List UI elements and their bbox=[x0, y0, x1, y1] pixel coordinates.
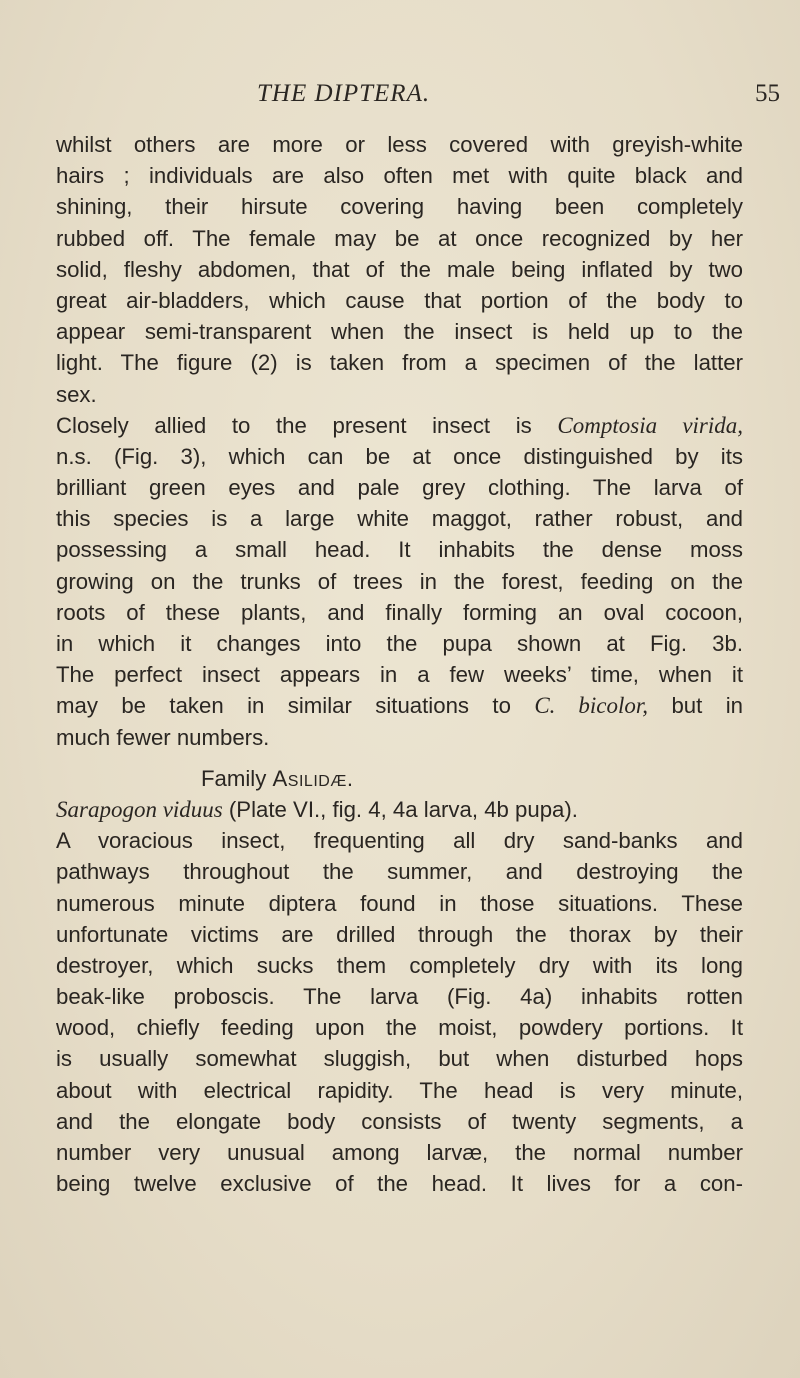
text-span: but in bbox=[648, 693, 743, 719]
text-line: about with electrical rapidity. The head is very minute, bbox=[56, 1077, 743, 1103]
text-line: sex. bbox=[56, 381, 97, 407]
text-line bbox=[56, 690, 743, 721]
species-name: Comptosia virida, bbox=[557, 412, 744, 438]
text-span: Closely allied to the present insect is bbox=[56, 412, 558, 438]
text-line: destroyer, which sucks them completely dry with its long bbox=[56, 952, 743, 978]
text-line: number very unusual among larvæ, the normal number bbox=[56, 1140, 743, 1165]
page-number: 55 bbox=[755, 80, 780, 107]
text-line: pathways throughout the summer, and destroying the bbox=[56, 859, 743, 885]
family-name: Asilidæ. bbox=[272, 765, 354, 791]
text-line: The perfect insect appears in a few weeks’ time, when it bbox=[56, 662, 743, 688]
text-line: appear semi-transparent when the insect is held up to the bbox=[56, 319, 743, 345]
species-name: Sarapogon viduus bbox=[56, 796, 223, 822]
text-line: growing on the trunks of trees in the forest, feeding on the bbox=[56, 568, 743, 594]
text-line: A voracious insect, frequenting all dry sand-banks and bbox=[56, 828, 743, 854]
text-line: n.s. (Fig. 3), which can be at once distinguished by its bbox=[56, 443, 743, 469]
text-line: numerous minute diptera found in those situations. These bbox=[56, 890, 743, 916]
text-line: shining, their hirsute covering having been completely bbox=[56, 194, 743, 220]
spacer bbox=[56, 753, 743, 763]
text-line: hairs ; individuals are also often met with quite black and bbox=[56, 163, 743, 189]
text-line: possessing a small head. It inhabits the dense moss bbox=[56, 537, 743, 563]
running-title: THE DIPTERA. bbox=[257, 80, 431, 107]
text-line: is usually somewhat sluggish, but when disturbed hops bbox=[56, 1046, 743, 1072]
text-line: this species is a large white maggot, rather robust, and bbox=[56, 506, 743, 532]
species-entry bbox=[56, 794, 743, 825]
species-detail: (Plate VI., fig. 4, 4a larva, 4b pupa). bbox=[222, 796, 578, 822]
text-line: rubbed off. The female may be at once recognized by her bbox=[56, 225, 743, 251]
text-line: being twelve exclusive of the head. It lives for a con- bbox=[56, 1171, 743, 1197]
species-name: C. bicolor, bbox=[534, 693, 649, 719]
text-line: solid, fleshy abdomen, that of the male being inflated by two bbox=[56, 256, 743, 282]
text-line: light. The figure (2) is taken from a specimen of the latter bbox=[56, 350, 743, 376]
text-line: unfortunate victims are drilled through the thorax by their bbox=[56, 921, 743, 947]
text-line: beak-like proboscis. The larva (Fig. 4a) inhabits rotten bbox=[56, 984, 743, 1010]
text-line: much fewer numbers. bbox=[56, 724, 270, 750]
text-line bbox=[56, 410, 743, 441]
text-line: wood, chiefly feeding upon the moist, powdery portions. It bbox=[56, 1015, 743, 1041]
text-line: brilliant green eyes and pale grey clothing. The larva of bbox=[56, 475, 743, 501]
family-label: Family bbox=[201, 765, 273, 791]
text-line: and the elongate body consists of twenty segments, a bbox=[56, 1108, 743, 1134]
section-heading bbox=[56, 763, 743, 794]
text-line: whilst others are more or less covered with greyish-white bbox=[56, 132, 743, 157]
text-line: roots of these plants, and finally forming an oval cocoon, bbox=[56, 599, 743, 625]
running-head bbox=[0, 80, 800, 120]
body-text bbox=[56, 129, 743, 1199]
text-line: great air-bladders, which cause that portion of the body to bbox=[56, 287, 743, 313]
text-span: may be taken in similar situations to bbox=[56, 693, 535, 719]
text-line: in which it changes into the pupa shown at Fig. 3b. bbox=[56, 631, 743, 656]
